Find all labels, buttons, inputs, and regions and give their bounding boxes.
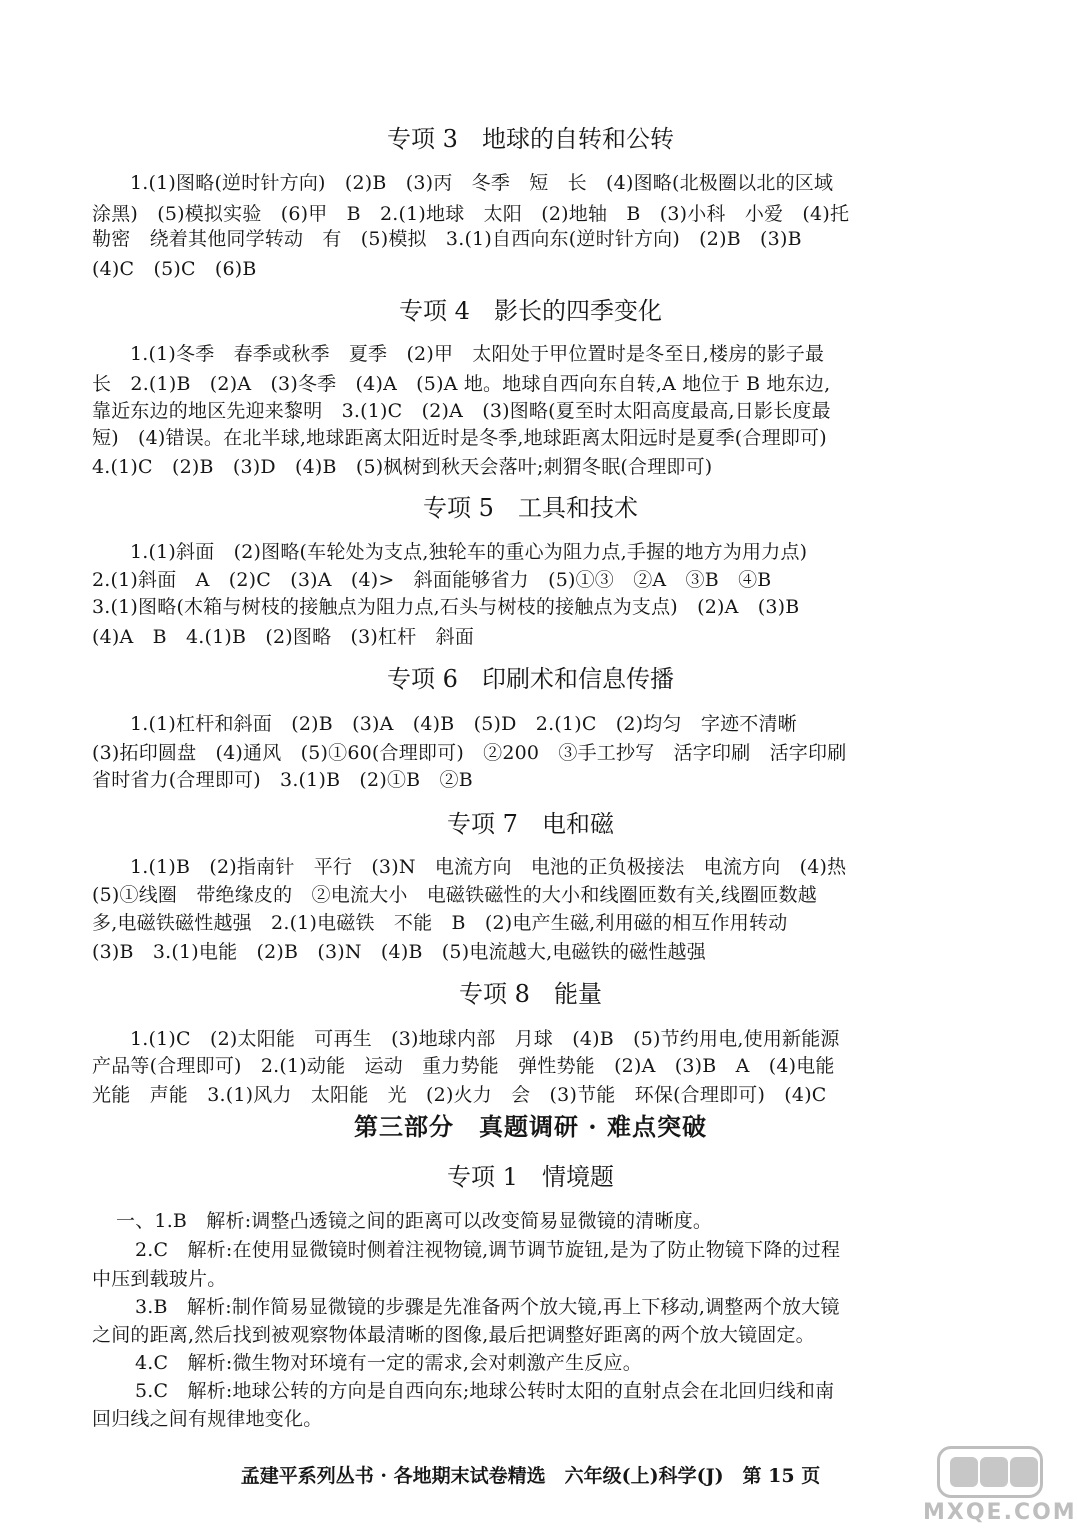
section-heading-5: 专项 5 工具和技术 bbox=[423, 494, 638, 522]
answer-line: 2.C 解析:在使用显微镜时侧着注视物镜,调节调节旋钮,是为了防止物镜下降的过程 bbox=[135, 1239, 841, 1261]
answer-line: 1.(1)B (2)指南针 平行 (3)N 电流方向 电池的正负极接法 电流方向 (4)热 bbox=[130, 856, 847, 878]
answer-line: 4.C 解析:微生物对环境有一定的需求,会对刺激产生反应。 bbox=[135, 1352, 642, 1374]
answer-line: 靠近东边的地区先迎来黎明 3.(1)C (2)A (3)图略(夏至时太阳高度最高,日影长度最 bbox=[92, 400, 831, 422]
answer-line: 多,电磁铁磁性越强 2.(1)电磁铁 不能 B (2)电产生磁,利用磁的相互作用转动 bbox=[92, 912, 788, 934]
answer-line: (3)拓印圆盘 (4)通风 (5)①60(合理即可) ②200 ③手工抄写 活字印刷 活字印刷 bbox=[92, 742, 847, 764]
answer-line: 1.(1)C (2)太阳能 可再生 (3)地球内部 月球 (4)B (5)节约用电,使用新能源 bbox=[130, 1028, 840, 1050]
watermark-logo-icon bbox=[937, 1446, 1043, 1498]
answer-line: 3.(1)图略(木箱与树枝的接触点为阻力点,石头与树枝的接触点为支点) (2)A (3)B bbox=[92, 596, 800, 618]
answer-line: 产品等(合理即可) 2.(1)动能 运动 重力势能 弹性势能 (2)A (3)B A (4)电能 bbox=[92, 1055, 835, 1077]
answer-line: 长 2.(1)B (2)A (3)冬季 (4)A (5)A 地。地球自西向东自转,A 地位于 B 地东边, bbox=[92, 373, 831, 395]
answer-line: (4)A B 4.(1)B (2)图略 (3)杠杆 斜面 bbox=[92, 626, 475, 648]
page-footer: 孟建平系列丛书 · 各地期末试卷精选 六年级(上)科学(J) 第 15 页 bbox=[240, 1465, 821, 1487]
answer-line: 4.(1)C (2)B (3)D (4)B (5)枫树到秋天会落叶;刺猬冬眠(合理即可) bbox=[92, 456, 713, 478]
answer-line: 1.(1)杠杆和斜面 (2)B (3)A (4)B (5)D 2.(1)C (2)均匀 字迹不清晰 bbox=[130, 713, 797, 735]
answer-line: (4)C (5)C (6)B bbox=[92, 258, 257, 280]
answer-line: 中压到载玻片。 bbox=[92, 1268, 227, 1290]
section-heading-part3-1: 专项 1 情境题 bbox=[447, 1163, 614, 1191]
answer-line: 1.(1)冬季 春季或秋季 夏季 (2)甲 太阳处于甲位置时是冬至日,楼房的影子最 bbox=[130, 343, 825, 365]
answer-line: 2.(1)斜面 A (2)C (3)A (4)> 斜面能够省力 (5)①③ ②A ③B ④B bbox=[92, 569, 772, 591]
answer-line: 3.B 解析:制作简易显微镜的步骤是先准备两个放大镜,再上下移动,调整两个放大镜 bbox=[135, 1296, 840, 1318]
section-heading-8: 专项 8 能量 bbox=[459, 980, 602, 1008]
section-heading-4: 专项 4 影长的四季变化 bbox=[399, 297, 662, 325]
watermark-text: MXQE.COM bbox=[923, 1500, 1077, 1525]
answer-line: (3)B 3.(1)电能 (2)B (3)N (4)B (5)电流越大,电磁铁的磁性越强 bbox=[92, 941, 706, 963]
answer-line: (5)①线圈 带绝缘皮的 ②电流大小 电磁铁磁性的大小和线圈匝数有关,线圈匝数越 bbox=[92, 884, 817, 906]
section-heading-3: 专项 3 地球的自转和公转 bbox=[387, 125, 674, 153]
answer-line: 光能 声能 3.(1)风力 太阳能 光 (2)火力 会 (3)节能 环保(合理即可) (4)C bbox=[92, 1084, 827, 1106]
answer-line: 5.C 解析:地球公转的方向是自西向东;地球公转时太阳的直射点会在北回归线和南 bbox=[135, 1380, 835, 1402]
answer-line: 涂黑) (5)模拟实验 (6)甲 B 2.(1)地球 太阳 (2)地轴 B (3)小科 小爱 (4)托 bbox=[92, 203, 850, 225]
part-three-title: 第三部分 真题调研 · 难点突破 bbox=[353, 1112, 708, 1141]
answer-line: 1.(1)图略(逆时针方向) (2)B (3)丙 冬季 短 长 (4)图略(北极圈以北的区域 bbox=[130, 172, 834, 194]
answer-line: 1.(1)斜面 (2)图略(车轮处为支点,独轮车的重心为阻力点,手握的地方为用力点) bbox=[130, 541, 808, 563]
answer-line: 一、1.B 解析:调整凸透镜之间的距离可以改变简易显微镜的清晰度。 bbox=[116, 1210, 713, 1232]
answer-line: 之间的距离,然后找到被观察物体最清晰的图像,最后把调整好距离的两个放大镜固定。 bbox=[92, 1324, 815, 1346]
answer-line: 回归线之间有规律地变化。 bbox=[92, 1408, 323, 1430]
site-watermark bbox=[923, 1446, 1077, 1530]
section-heading-7: 专项 7 电和磁 bbox=[447, 810, 614, 838]
section-heading-6: 专项 6 印刷术和信息传播 bbox=[387, 665, 674, 693]
answer-line: 勒密 绕着其他同学转动 有 (5)模拟 3.(1)自西向东(逆时针方向) (2)B (3)B bbox=[92, 228, 802, 250]
answer-line: 短) (4)错误。在北半球,地球距离太阳近时是冬季,地球距离太阳远时是夏季(合理即可) bbox=[92, 427, 827, 449]
answer-line: 省时省力(合理即可) 3.(1)B (2)①B ②B bbox=[92, 769, 473, 791]
